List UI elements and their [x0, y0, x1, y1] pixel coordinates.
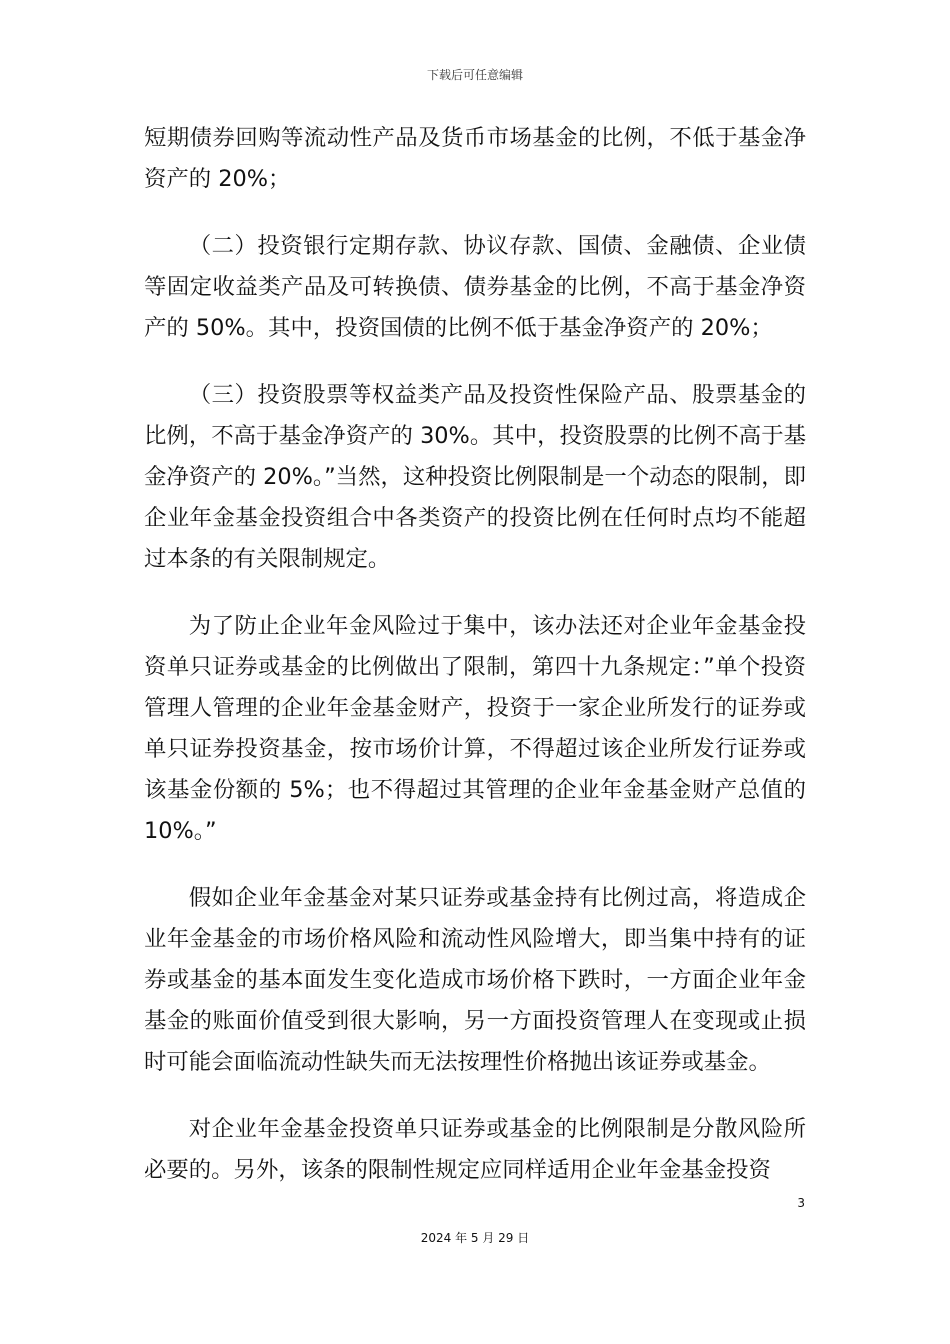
- page-header: 下载后可任意编辑: [426, 68, 523, 82]
- paragraph-item-three: （三）投资股票等权益类产品及投资性保险产品、股票基金的比例，不高于基金净资产的 30%。其中，投资股票的比例不高于基金净资产的 20%。”当然，这种投资比例限制是一个动态的限制，即企业年金基金投资组合中各类资产的投资比例在任何时点均不能超过本条的有关限制规定。: [144, 382, 806, 572]
- paragraph-item-two: （二）投资银行定期存款、协议存款、国债、金融债、企业债等固定收益类产品及可转换债、债券基金的比例，不高于基金净资产的 50%。其中，投资国债的比例不低于基金净资产的 20%；: [144, 233, 806, 341]
- paragraph-risk-explanation: 假如企业年金基金对某只证券或基金持有比例过高，将造成企业年金基金的市场价格风险和流动性风险增大，即当集中持有的证券或基金的基本面发生变化造成市场价格下跌时，一方面企业年金基金的账面价值受到很大影响，另一方面投资管理人在变现或止损时可能会面临流动性缺失而无法按理性价格抛出该证券或基金。: [144, 885, 806, 1075]
- page-number: 3: [797, 1196, 805, 1210]
- footer-date: 2024 年 5 月 29 日: [420, 1231, 530, 1245]
- document-body: [144, 118, 806, 1217]
- paragraph-concentration-limit: 为了防止企业年金风险过于集中，该办法还对企业年金基金投资单只证券或基金的比例做出了限制，第四十九条规定：”单个投资管理人管理的企业年金基金财产，投资于一家企业所发行的证券或单只证券投资基金，按市场价计算，不得超过该企业所发行证券或该基金份额的 5%；也不得超过其管理的企业年金基金财产总值的 10%。”: [144, 613, 806, 844]
- paragraph-continuation: 短期债券回购等流动性产品及货币市场基金的比例，不低于基金净资产的 20%；: [144, 125, 806, 192]
- paragraph-diversification: 对企业年金基金投资单只证券或基金的比例限制是分散风险所必要的。另外，该条的限制性规定应同样适用企业年金基金投资: [144, 1116, 806, 1183]
